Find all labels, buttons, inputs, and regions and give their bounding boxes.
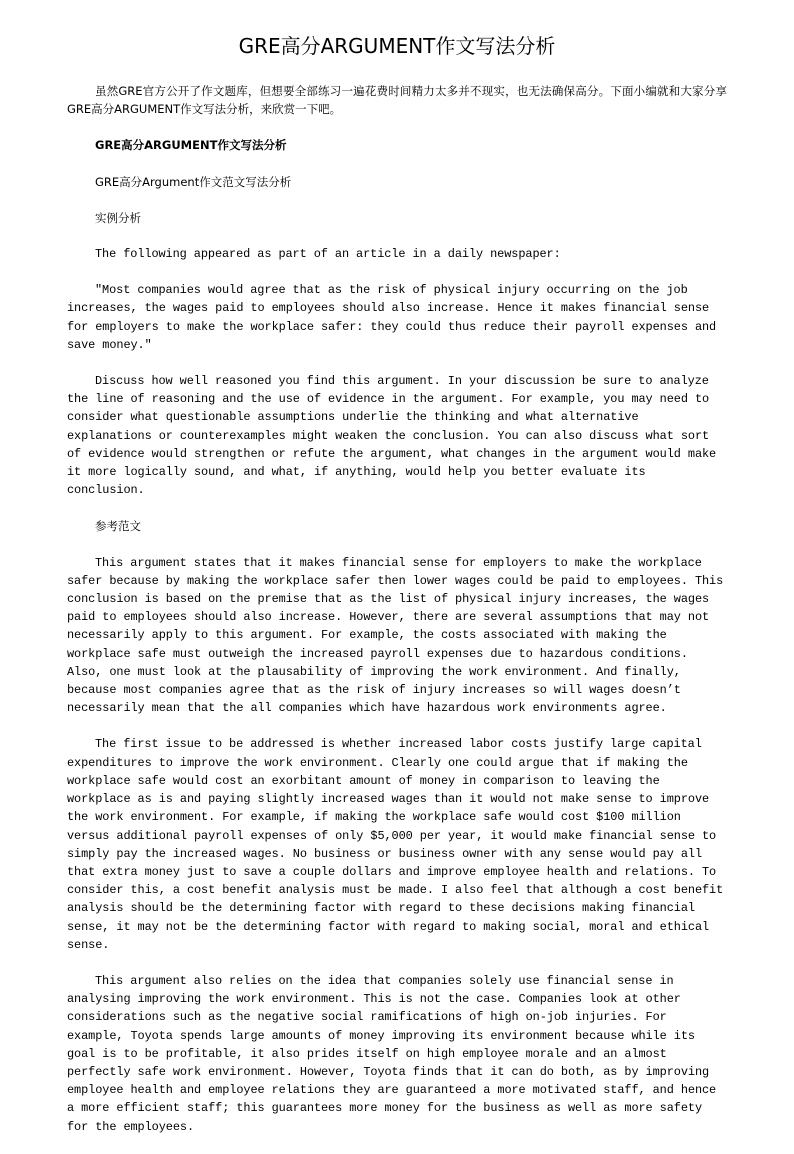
document-body	[67, 82, 727, 1154]
prompt-quote: "Most companies would agree that as the risk of physical injury occurring on the job increases, the wages paid to employees should also increase. Hence it makes financial sense for employers to make the workplace safer: they could thus reduce their payroll expenses and save money."	[67, 283, 717, 352]
prompt-intro: The following appeared as part of an article in a daily newspaper:	[95, 247, 561, 262]
subheading: GRE高分Argument作文范文写法分析	[95, 174, 292, 189]
section-heading: GRE高分ARGUMENT作文写法分析	[95, 138, 287, 153]
sample-label: 参考范文	[95, 519, 141, 534]
essay-paragraph-3: This argument also relies on the idea that companies solely use financial sense in analysing improving the work environment. This is not the case. Companies look at other considerations such as the negative social ramifications of high on-job injuries. For example, Toyota spends large amounts of money improving its environment because while its goal is to be profitable, it also prides itself on high employee morale and an almost perfectly safe work environment. However, Toyota finds that it can do both, as by improving employee health and employee relations they are guaranteed a more motivated staff, and hence a more efficient staff; this guarantees more money for the business as well as more safety for the employees.	[67, 973, 717, 1134]
instructions-paragraph: Discuss how well reasoned you find this argument. In your discussion be sure to analyze the line of reasoning and the use of evidence in the argument. For example, you may need to consider what questionable assumptions underlie the thinking and what alternative explanations or counterexamples might weaken the conclusion. You can also discuss what sort of evidence would strengthen or refute the argument, what changes in the argument would make it more logically sound, and what, if anything, would help you better evaluate its conclusion.	[67, 374, 717, 498]
intro-paragraph: 虽然GRE官方公开了作文题库，但想要全部练习一遍花费时间精力太多并不现实，也无法确保高分。下面小编就和大家分享GRE高分ARGUMENT作文写法分析，来欣赏一下吧。	[67, 84, 727, 117]
essay-paragraph-2: The first issue to be addressed is whether increased labor costs justify large capital expenditures to improve the work environment. Clearly one could argue that if making the workplace safe would cost an exorbitant amount of money in comparison to leaving the workplace as is and paying slightly increased wages than it would not make sense to improve the work environment. For example, if making the workplace safe would cost $100 million versus additional payroll expenses of only $5,000 per year, it would make financial sense to simply pay the increased wages. No business or business owner with any sense would pay all that extra money just to save a couple dollars and improve employee health and relations. To consider this, a cost benefit analysis must be made. I also feel that although a cost benefit analysis should be the determining factor with regard to these decisions making financial sense, it may not be the determining factor with regard to making social, moral and ethical sense.	[67, 737, 724, 952]
page-title: GRE高分ARGUMENT作文写法分析	[238, 34, 556, 58]
essay-paragraph-1: This argument states that it makes financial sense for employers to make the workplace safer because by making the workplace safer then lower wages could be paid to employees. This conclusion is based on the premise that as the list of physical injury increases, the wages paid to employees should also increase. However, there are several assumptions that may not necessarily apply to this argument. For example, the costs associated with making the workplace safe must outweigh the increased payroll expenses due to hazardous conditions. Also, one must look at the plausability of improving the work environment. And finally, because most companies agree that as the risk of injury increases so will wages doesn’t necessarily mean that the all companies which have hazardous work environments agree.	[67, 555, 724, 716]
example-label: 实例分析	[95, 210, 141, 225]
